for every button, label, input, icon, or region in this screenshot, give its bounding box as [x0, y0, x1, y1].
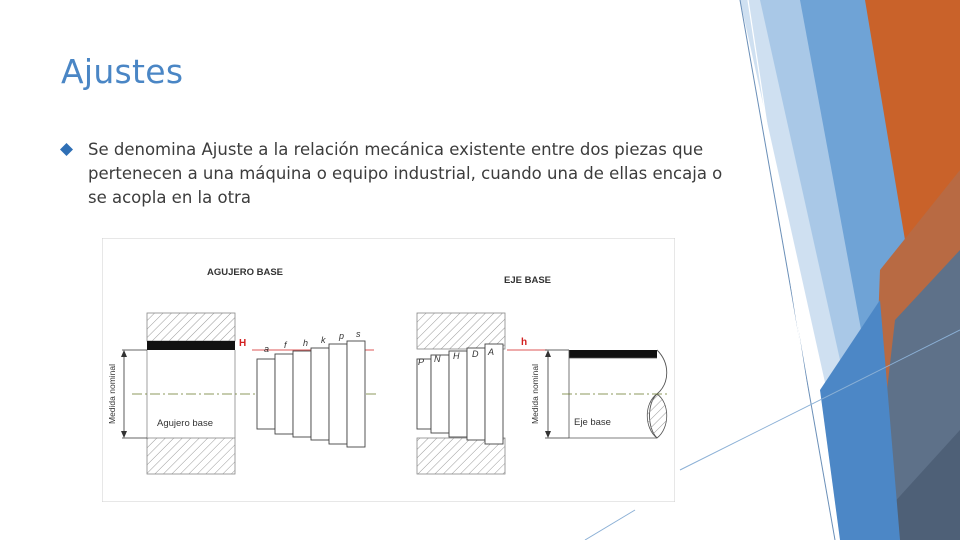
hole-block-p	[417, 359, 431, 429]
hole-letter-a: A	[488, 347, 495, 357]
shaft-letter-h-base: h	[521, 337, 528, 348]
shaft-block-p	[329, 344, 347, 444]
hole-letter-d: D	[472, 349, 479, 359]
shaft-letter-h: h	[303, 338, 309, 348]
fits-diagram	[102, 238, 675, 502]
shaft-block-k	[311, 348, 329, 440]
shaft-tolerance-band	[569, 350, 657, 358]
hole-block-a	[485, 344, 503, 444]
shaft-letter-a: a	[264, 344, 270, 354]
shaft-letter-k: k	[321, 335, 326, 345]
eje-base-heading: EJE BASE	[504, 275, 551, 286]
hole-letter-h: H	[239, 338, 247, 349]
hole-letter-h: H	[453, 351, 460, 361]
shaft-block-a	[257, 359, 275, 429]
shaft-block-f	[275, 354, 293, 434]
hole-block-d	[467, 348, 485, 440]
hole-block-h	[449, 351, 467, 437]
shaft-letter-p: p	[339, 331, 345, 341]
hole-tolerance-band	[147, 341, 235, 350]
hole-material-top	[147, 313, 235, 341]
fits-diagram-figure	[102, 238, 675, 502]
agujero-base-label: Agujero base	[157, 418, 213, 429]
left-axis-label: Medida nominal	[107, 363, 117, 425]
hole-letter-n: N	[434, 354, 441, 364]
slide-title: Ajustes	[61, 52, 184, 91]
bullet-text: Se denomina Ajuste a la relación mecánica existente entre dos piezas que pertenecen a una máquina o equipo industrial, cuando una de ellas encaja o se acopla en la otra	[88, 140, 723, 207]
hole-material-bottom	[147, 438, 235, 474]
shaft-letter-s: s	[356, 329, 361, 339]
agujero-base-heading: AGUJERO BASE	[207, 267, 284, 278]
shaft-letter-f: f	[284, 340, 287, 350]
hole-block-n	[431, 355, 449, 433]
eje-base-label: Eje base	[574, 417, 611, 428]
right-axis-label: Medida nominal	[530, 363, 540, 425]
shaft-block-h	[293, 351, 311, 437]
diamond-bullet-icon	[60, 143, 73, 156]
hole-letter-p: P	[418, 357, 425, 367]
shaft-block-s	[347, 341, 365, 447]
